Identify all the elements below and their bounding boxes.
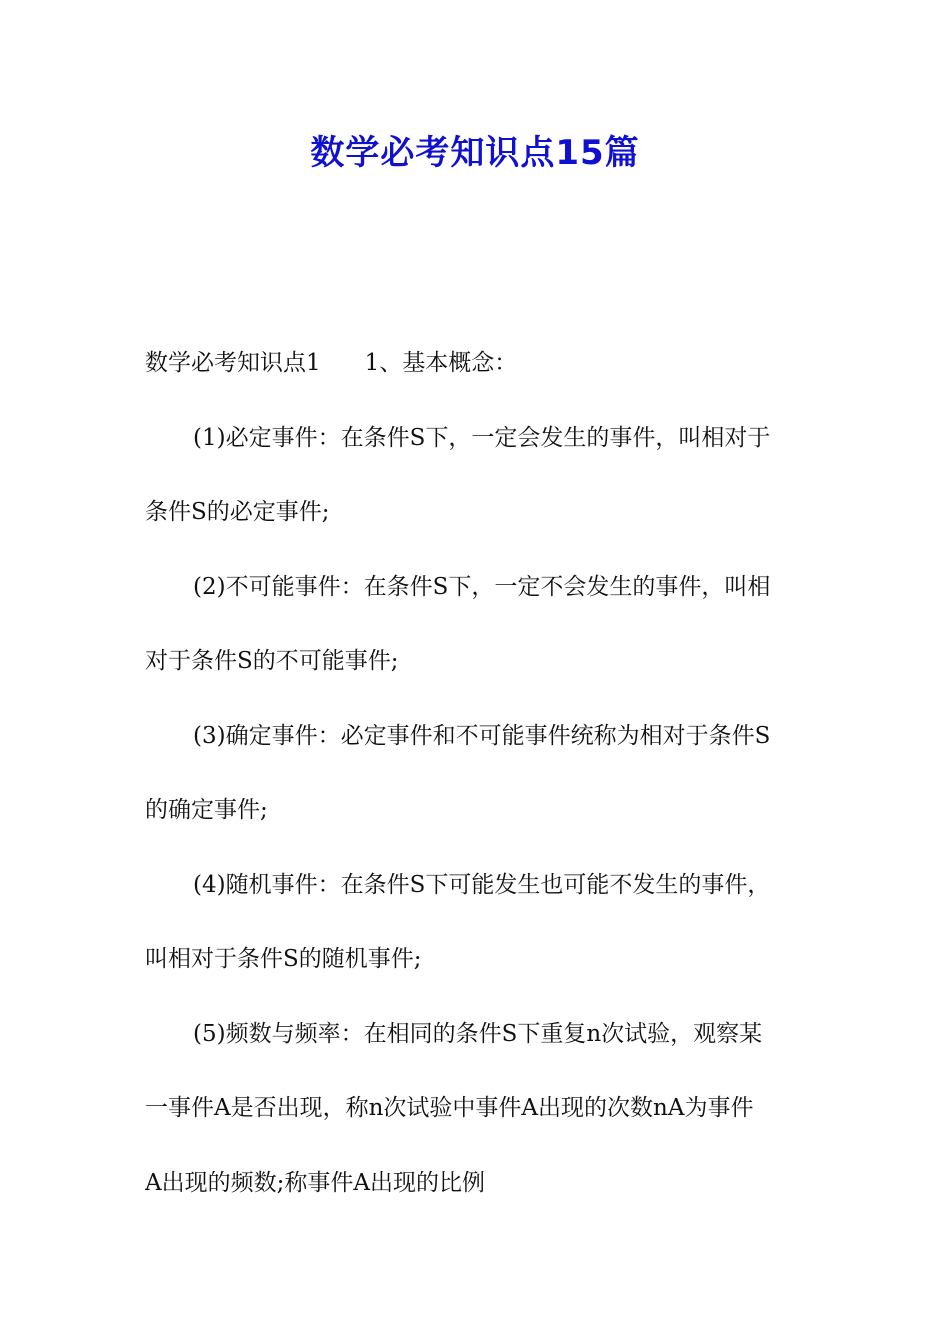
paragraph-line: 叫相对于条件S的随机事件; — [145, 946, 422, 972]
paragraph-line: (3)确定事件：必定事件和不可能事件统称为相对于条件S — [193, 722, 771, 749]
paragraph-line: 条件S的必定事件; — [145, 499, 330, 525]
document-body — [145, 338, 810, 1232]
section-heading-line — [145, 338, 810, 388]
paragraph-line: (5)频数与频率：在相同的条件S下重复n次试验，观察某 — [193, 1020, 763, 1047]
paragraph-line: (1)必定事件：在条件S下，一定会发生的事件，叫相对于 — [193, 424, 771, 451]
paragraph-line: A出现的频数;称事件A出现的比例 — [145, 1169, 485, 1196]
paragraph-line: (4)随机事件：在条件S下可能发生也可能不发生的事件， — [193, 871, 771, 898]
paragraph-line: (2)不可能事件：在条件S下，一定不会发生的事件，叫相 — [193, 573, 771, 600]
paragraph-line: 的确定事件; — [145, 797, 268, 823]
section-subheading: 1、基本概念： — [364, 350, 518, 376]
paragraph-line: 一事件A是否出现，称n次试验中事件A出现的次数nA为事件 — [145, 1095, 754, 1121]
document-title: 数学必考知识点15篇 — [310, 133, 640, 173]
section-heading: 数学必考知识点1 — [145, 350, 321, 376]
paragraph-line: 对于条件S的不可能事件; — [145, 648, 399, 674]
